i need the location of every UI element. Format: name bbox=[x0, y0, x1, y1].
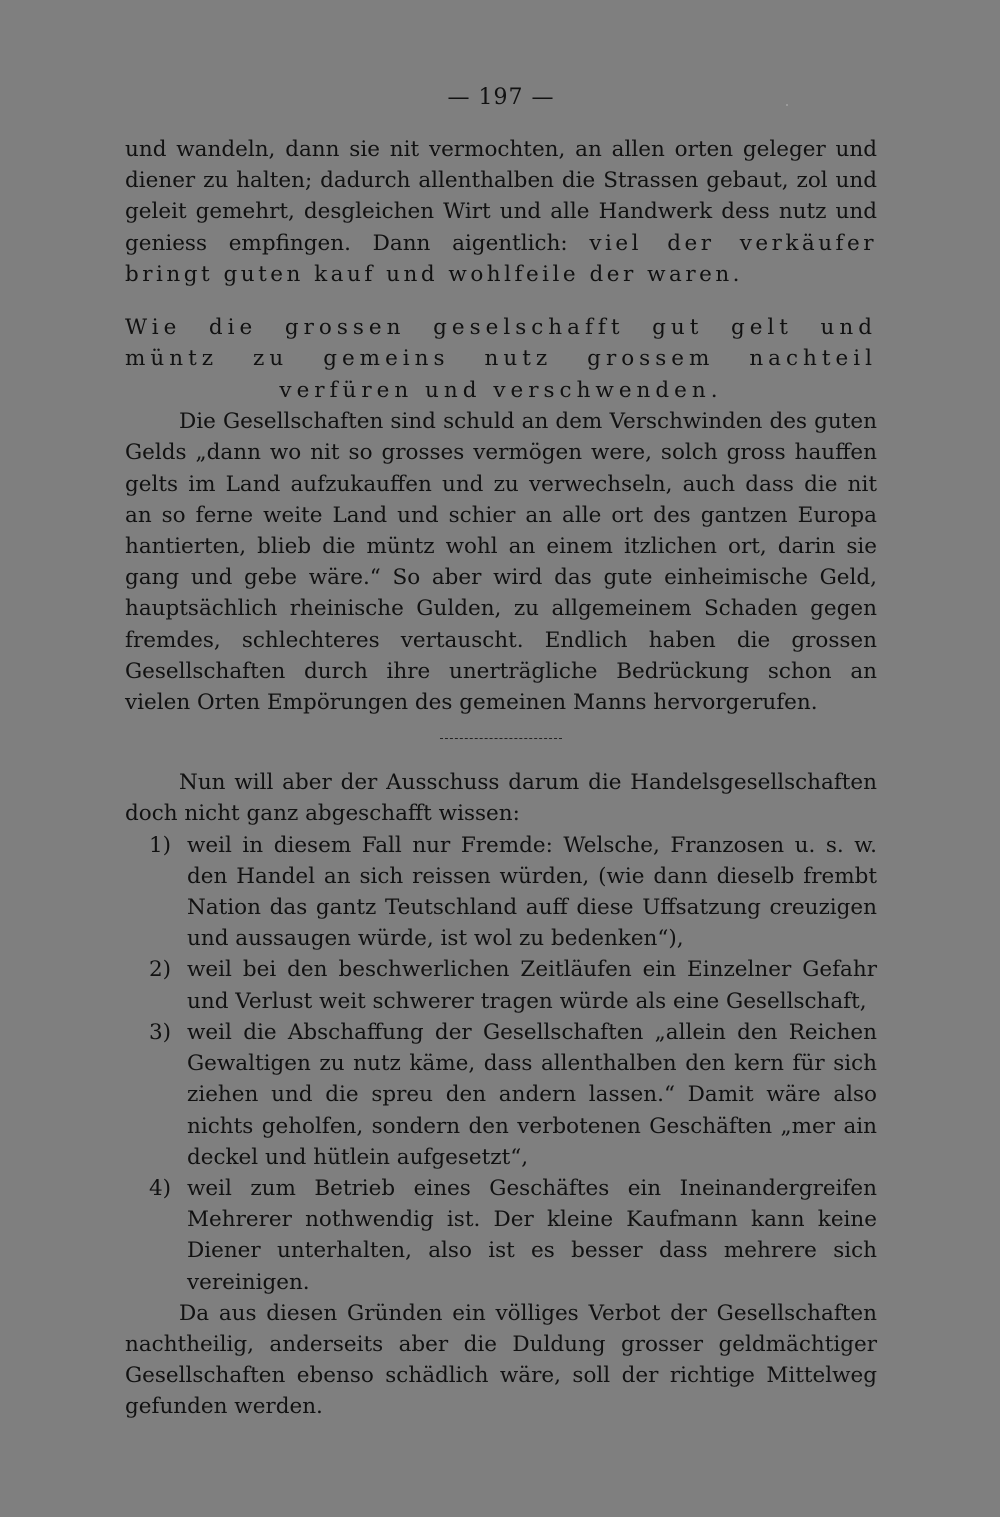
paragraph-gesellschaften: Die Gesellschaften sind schuld an dem Verschwinden des guten Gelds „dann wo nit so grosses vermögen were, solch gross hauffen gelts im Land aufzukauffen und zu verwechseln, auch dass die nit an so ferne weite Land und schier an alle ort des gantzen Europa hantierten, blieb die müntz wohl an einem itzlichen ort, darin sie gang und gebe wäre.“ So aber wird das gute einheimische Geld, hauptsächlich rheinische Gulden, zu allgemeinem Schaden gegen fremdes, schlechteres vertauscht. Endlich haben die grossen Gesellschaften durch ihre unerträgliche Bedrückung schon an vielen Orten Empörungen des gemeinen Manns hervorgerufen. bbox=[125, 409, 877, 716]
list-item-number: 2) bbox=[149, 957, 172, 983]
list-item-text: weil in diesem Fall nur Fremde: Welsche, Franzosen u. s. w. den Handel an sich reissen würden, (wie dann dieselb frembt Nation das gantz Teutschland auff diese Uffsatzung creuzigen und aussaugen würde, ist wol zu bedenken“), bbox=[187, 832, 877, 952]
section-heading: Wie die grossen geselschafft gut gelt und müntz zu gemeins nutz grossem nachteil verfüren und verschwenden. bbox=[125, 315, 877, 403]
paragraph-continuation bbox=[125, 134, 877, 290]
list-item bbox=[125, 1173, 877, 1298]
section-divider bbox=[440, 738, 562, 741]
list-item bbox=[125, 830, 877, 955]
list-item bbox=[125, 1017, 877, 1173]
list-item-number: 3) bbox=[149, 1019, 172, 1045]
list-item-text: weil die Abschaffung der Gesellschaften „allein den Reichen Gewaltigen zu nutz käme, dass allenthalben den kern für sich ziehen und die spreu den andern lassen.“ Damit wäre also nichts geholfen, sondern den verbotenen Geschäften „mer ain deckel und hütlein aufgesetzt“, bbox=[187, 1019, 877, 1170]
list-item-number: 1) bbox=[149, 832, 172, 858]
page-number: — 197 — bbox=[447, 85, 555, 110]
paragraph-ausschuss: Nun will aber der Ausschuss darum die Handelsgesellschaften doch nicht ganz abgeschafft wissen: bbox=[125, 770, 877, 827]
reasons-list bbox=[125, 830, 877, 1298]
list-item bbox=[125, 954, 877, 1016]
list-item-number: 4) bbox=[149, 1175, 172, 1201]
page-body bbox=[125, 82, 877, 1423]
paragraph-continuation-text: und wandeln, dann sie nit vermochten, an allen orten geleger und diener zu halten; dadurch allenthalben die Strassen gebaut, zol und geleit gemehrt, desgleichen Wirt und alle Handwerk dess nutz und geniess empfingen. Dann aigentlich: bbox=[125, 137, 877, 256]
list-item-text: weil zum Betrieb eines Geschäftes ein Ineinandergreifen Mehrerer nothwendig ist. Der kleine Kaufmann kann keine Diener unterhalten, also ist es besser dass mehrere sich vereinigen. bbox=[187, 1175, 877, 1295]
paragraph-conclusion: Da aus diesen Gründen ein völliges Verbot der Gesellschaften nachtheilig, anderseits aber die Duldung grosser geldmächtiger Gesellschaften ebenso schädlich wäre, soll der richtige Mittelweg gefunden werden. bbox=[125, 1300, 877, 1420]
list-item-text: weil bei den beschwerlichen Zeitläufen ein Einzelner Gefahr und Verlust weit schwerer tragen würde als eine Gesellschaft, bbox=[187, 957, 877, 1014]
spaced-emphasis-text: viel der verkäufer bringt guten kauf und wohlfeile der waren. bbox=[125, 230, 878, 287]
